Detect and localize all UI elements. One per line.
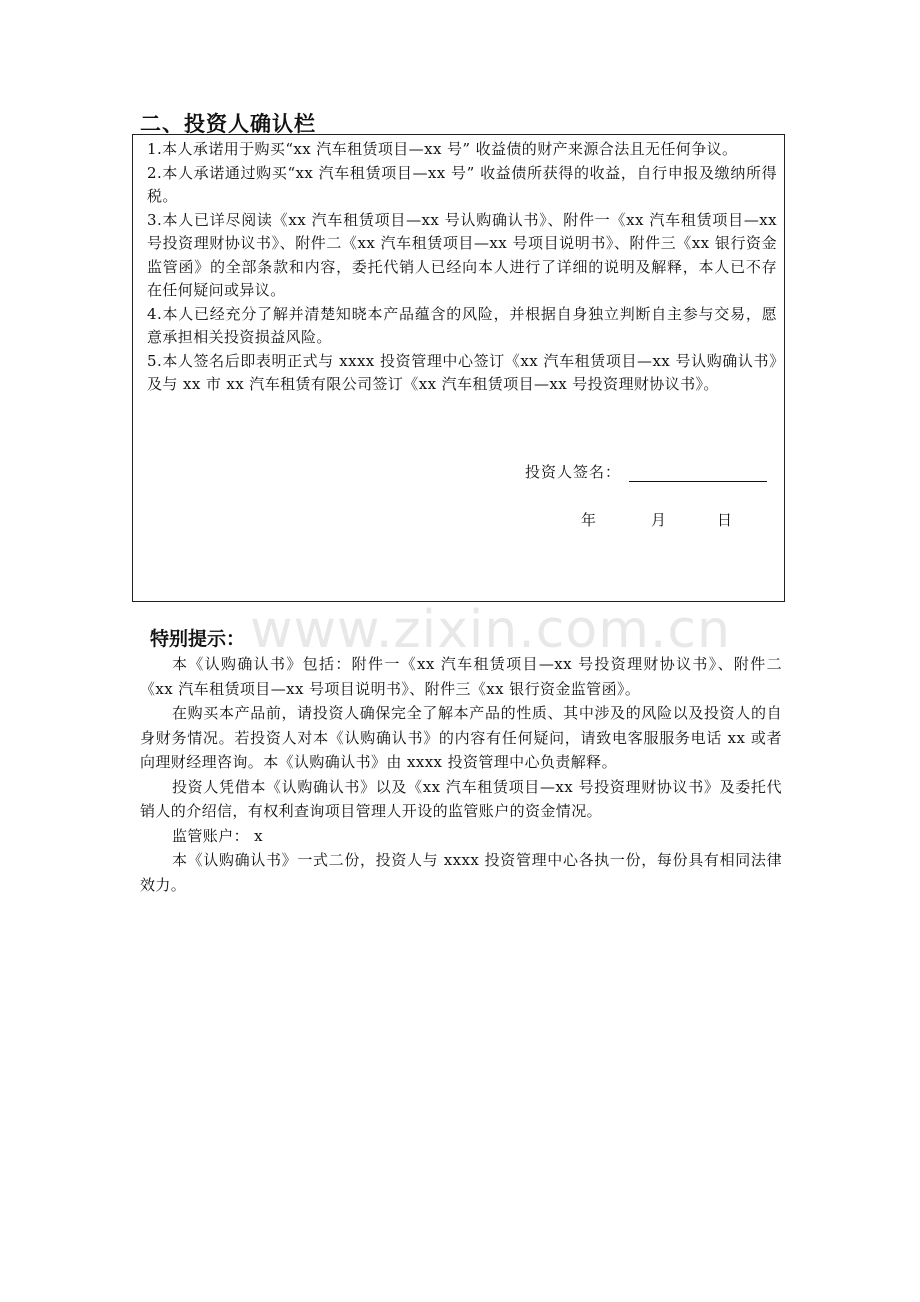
confirmation-clause: [147, 162, 777, 209]
confirmation-clause: [147, 138, 777, 162]
special-notice-title: 特别提示：: [150, 628, 246, 650]
date-day-label: 日: [717, 511, 733, 529]
clause-text: 本人承诺通过购买“xx 汽车租赁项目—xx 号” 收益债所获得的收益，自行申报及缴纳所得税。: [147, 163, 777, 205]
clause-text: 本人已经充分了解并清楚知晓本产品蕴含的风险，并根据自身独立判断自主参与交易，愿意承担相关投资损益风险。: [147, 304, 777, 346]
clause-number: 4.: [147, 304, 163, 323]
signature-date-row: [581, 509, 737, 530]
investor-confirmation-box: [132, 134, 785, 602]
confirmation-clause: [147, 209, 777, 303]
clause-number: 1.: [147, 140, 163, 158]
section-title: 二、投资人确认栏: [140, 112, 316, 136]
confirmation-clause: [147, 350, 777, 397]
notice-paragraph: 在购买本产品前，请投资人确保完全了解本产品的性质、其中涉及的风险以及投资人的自身财务情况。若投资人对本《认购确认书》的内容有任何疑问，请致电客服服务电话 xx 或者向理财经理咨询。本《认购确认书》由 xxxx 投资管理中心负责解释。: [140, 704, 782, 771]
signature-label: 投资人签名：: [525, 463, 622, 481]
date-month-label: 月: [651, 511, 667, 529]
special-notice-body: [140, 652, 782, 897]
clause-number: 2.: [147, 163, 163, 182]
date-year-label: 年: [581, 511, 597, 529]
clause-number: 5.: [147, 351, 163, 370]
notice-paragraph: 本《认购确认书》包括：附件一《xx 汽车租赁项目—xx 号投资理财协议书》、附件二《xx 汽车租赁项目—xx 号项目说明书》、附件三《xx 银行资金监管函》。: [140, 655, 782, 698]
notice-paragraph: 本《认购确认书》一式二份，投资人与 xxxx 投资管理中心各执一份，每份具有相同法律效力。: [140, 851, 782, 894]
supervision-account-line: 监管账户： x: [172, 826, 264, 845]
confirmation-clause: [147, 303, 777, 350]
signature-line[interactable]: [629, 461, 767, 482]
watermark: www.zixin.com.cn: [250, 600, 731, 660]
clause-text: 本人签名后即表明正式与 xxxx 投资管理中心签订《xx 汽车租赁项目—xx 号认购确认书》及与 xx 市 xx 汽车租赁有限公司签订《xx 汽车租赁项目—xx 号投资理财协议书》。: [147, 351, 777, 393]
notice-paragraph: 投资人凭借本《认购确认书》以及《xx 汽车租赁项目—xx 号投资理财协议书》及委托代销人的介绍信，有权利查询项目管理人开设的监管账户的资金情况。: [140, 777, 782, 820]
clause-text: 本人已详尽阅读《xx 汽车租赁项目—xx 号认购确认书》、附件一《xx 汽车租赁项目—xx 号投资理财协议书》、附件二《xx 汽车租赁项目—xx 号项目说明书》、附件三《xx 银行资金监管函》的全部条款和内容，委托代销人已经向本人进行了详细的说明及解释，本人已不存在任何疑问或异议。: [147, 210, 777, 299]
clause-number: 3.: [147, 210, 163, 229]
signature-row: [525, 461, 767, 482]
clause-text: 本人承诺用于购买“xx 汽车租赁项目—xx 号” 收益债的财产来源合法且无任何争议。: [162, 140, 738, 158]
confirmation-clause-list: [147, 138, 777, 397]
